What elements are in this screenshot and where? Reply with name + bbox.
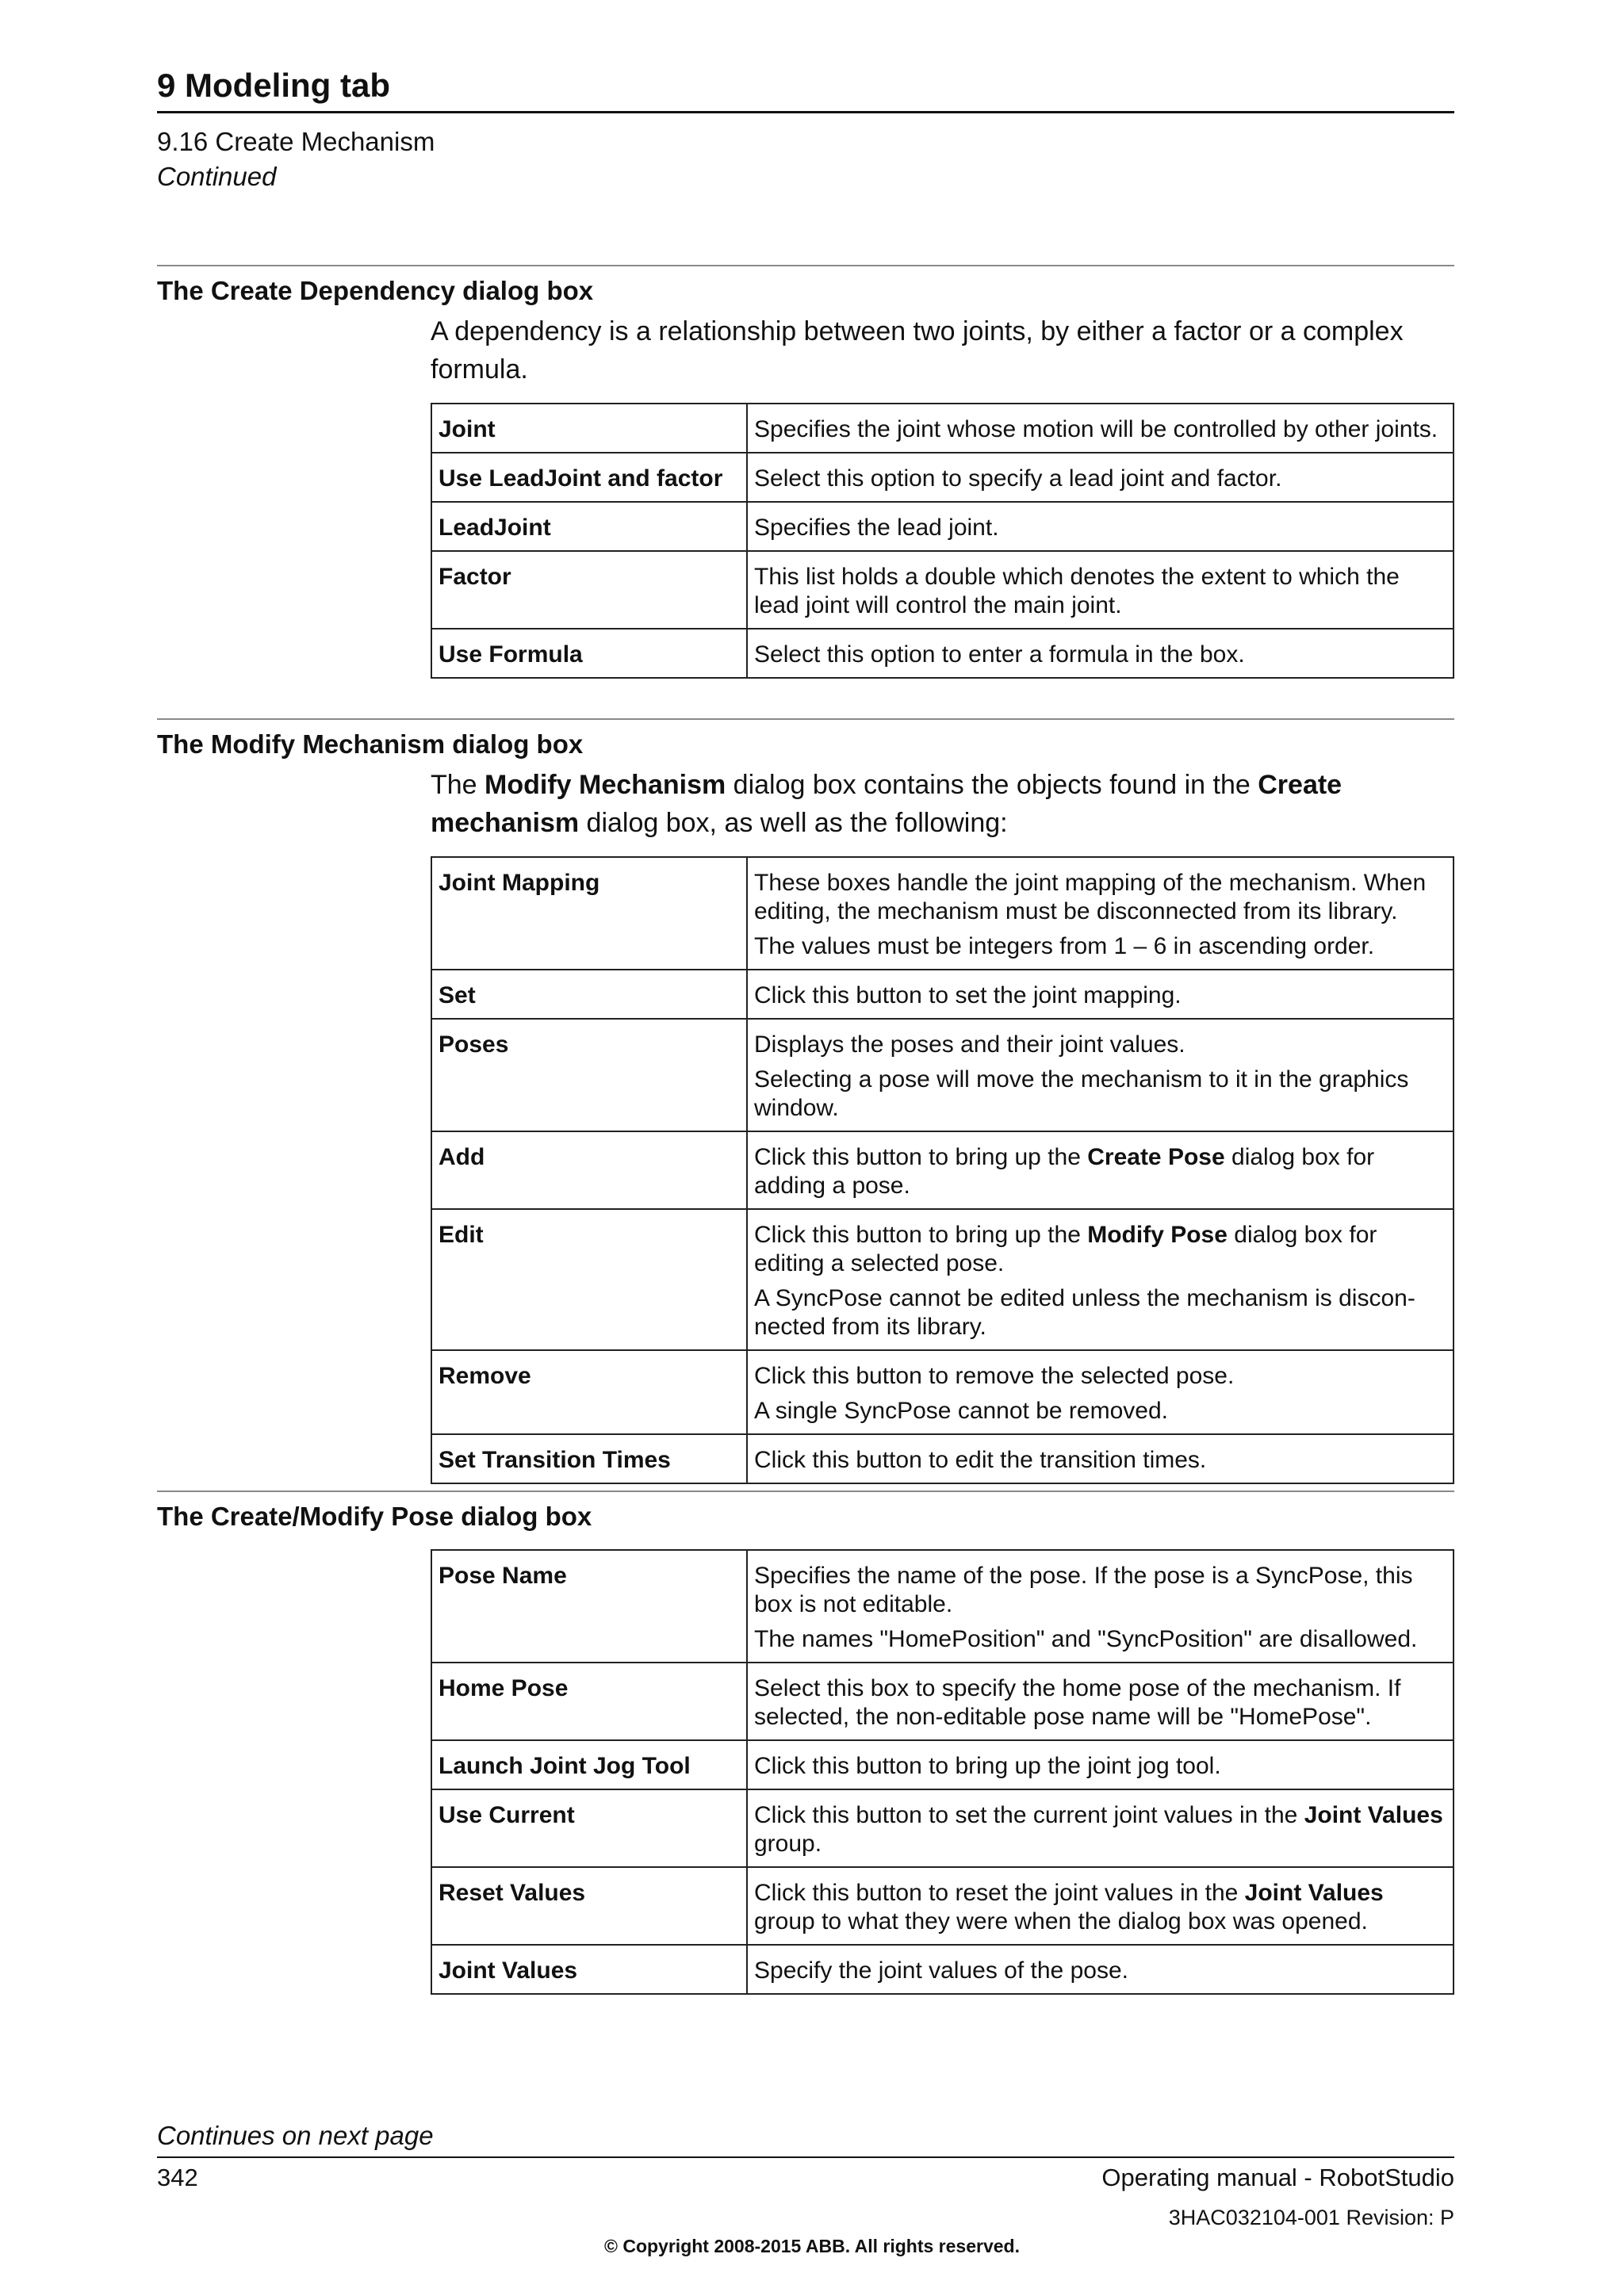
table-row — [431, 1740, 1454, 1789]
description-paragraph — [754, 1562, 1446, 1619]
description-paragraph — [754, 1284, 1446, 1341]
table-row — [431, 1663, 1454, 1740]
description-paragraph — [754, 415, 1446, 444]
text-run: These boxes handle the joint mapping of the mechanism. When editing, the mechanism must be disconnected from its library. — [754, 870, 1427, 924]
text-run: The names "HomePosition" and "SyncPosition" are disallowed. — [754, 1626, 1418, 1652]
term-cell: Remove — [431, 1350, 747, 1434]
term-cell: LeadJoint — [431, 502, 747, 551]
description-paragraph — [754, 1957, 1446, 1985]
description-paragraph — [754, 1221, 1446, 1278]
term-cell: Add — [431, 1131, 747, 1209]
description-cell — [747, 1740, 1454, 1789]
term-cell: Launch Joint Jog Tool — [431, 1740, 747, 1789]
description-paragraph — [754, 1625, 1446, 1654]
text-run: group to what they were when the dialog box was opened. — [754, 1908, 1368, 1934]
bold-term: Create Pose — [1087, 1144, 1225, 1170]
term-cell: Home Pose — [431, 1663, 747, 1740]
section-heading: The Modify Mechanism dialog box — [157, 729, 584, 759]
bold-term: Joint Values — [1244, 1880, 1384, 1906]
create-modify-pose-table — [431, 1549, 1454, 1995]
description-cell — [747, 629, 1454, 678]
section-rule — [157, 718, 1454, 720]
description-paragraph — [754, 1446, 1446, 1475]
chapter-title: 9 Modeling tab — [157, 67, 390, 104]
page-header — [157, 65, 1454, 194]
table-row — [431, 1789, 1454, 1867]
document-number: 3HAC032104-001 Revision: P — [1168, 2206, 1454, 2229]
description-paragraph — [754, 1801, 1446, 1858]
text-run: Select this box to specify the home pose of the mechanism. If selected, the non-editable pose name will be "HomePose". — [754, 1675, 1401, 1730]
description-paragraph — [754, 1362, 1446, 1391]
description-paragraph — [754, 514, 1446, 542]
copyright-notice: © Copyright 2008-2015 ABB. All rights reserved. — [604, 2236, 1020, 2256]
term-cell: Pose Name — [431, 1550, 747, 1663]
description-cell — [747, 1019, 1454, 1131]
text-run: A SyncPose cannot be edited unless the mechanism is discon-nected from its library. — [754, 1285, 1415, 1340]
description-paragraph — [754, 1752, 1446, 1781]
table-row — [431, 1350, 1454, 1434]
text-run: A single SyncPose cannot be removed. — [754, 1398, 1168, 1424]
description-cell — [747, 857, 1454, 970]
page-number: 342 — [157, 2164, 198, 2191]
modify-mechanism-table — [431, 856, 1454, 1484]
term-cell: Use Formula — [431, 629, 747, 678]
description-paragraph — [754, 1143, 1446, 1200]
bold-term: Modify Pose — [1087, 1222, 1228, 1248]
table-row — [431, 1945, 1454, 1994]
table-row — [431, 551, 1454, 629]
description-paragraph — [754, 1879, 1446, 1936]
term-cell: Set Transition Times — [431, 1434, 747, 1483]
description-paragraph — [754, 1031, 1446, 1059]
text-run: This list holds a double which denotes the extent to which the lead joint will control the main joint. — [754, 564, 1400, 618]
text-run: Specify the joint values of the pose. — [754, 1957, 1128, 1984]
section-rule — [157, 1490, 1454, 1492]
modify-mechanism-section — [157, 718, 1454, 1484]
term-cell: Set — [431, 970, 747, 1019]
description-paragraph — [754, 1397, 1446, 1425]
description-cell — [747, 1434, 1454, 1483]
table-row — [431, 404, 1454, 453]
description-cell — [747, 1663, 1454, 1740]
table-row — [431, 1131, 1454, 1209]
term-cell: Factor — [431, 551, 747, 629]
bold-term: Create mechanism — [431, 770, 1342, 838]
description-cell — [747, 1350, 1454, 1434]
table-row — [431, 857, 1454, 970]
text-run: Click this button to bring up the — [754, 1144, 1088, 1170]
section-reference: 9.16 Create Mechanism — [157, 127, 435, 156]
term-cell: Joint Values — [431, 1945, 747, 1994]
text-run: Click this button to reset the joint values in the — [754, 1880, 1245, 1906]
create-modify-pose-section — [157, 1490, 1454, 1995]
text-run: Click this button to remove the selected pose. — [754, 1363, 1235, 1389]
description-cell — [747, 1550, 1454, 1663]
description-paragraph — [754, 1066, 1446, 1123]
description-paragraph — [754, 869, 1446, 926]
text-run: Click this button to bring up the — [754, 1222, 1088, 1248]
text-run: Click this button to bring up the joint jog tool. — [754, 1753, 1221, 1779]
description-cell — [747, 453, 1454, 502]
text-run: The — [431, 770, 485, 800]
description-paragraph — [754, 932, 1446, 961]
table-row — [431, 1209, 1454, 1350]
text-run: Select this option to specify a lead joint and factor. — [754, 465, 1282, 492]
text-run: The values must be integers from 1 – 6 in ascending order. — [754, 933, 1375, 959]
table-row — [431, 1867, 1454, 1945]
section-heading: The Create Dependency dialog box — [157, 276, 594, 305]
table-row — [431, 1434, 1454, 1483]
text-run: dialog box for editing a selected pose. — [754, 1222, 1377, 1276]
bold-term: Joint Values — [1304, 1802, 1443, 1828]
term-cell: Use Current — [431, 1789, 747, 1867]
text-run: Select this option to enter a formula in the box. — [754, 641, 1245, 668]
section-rule — [157, 265, 1454, 266]
description-cell — [747, 551, 1454, 629]
description-cell — [747, 1945, 1454, 1994]
description-cell — [747, 1131, 1454, 1209]
term-cell: Poses — [431, 1019, 747, 1131]
footer-rule — [157, 2156, 1454, 2158]
description-cell — [747, 1867, 1454, 1945]
continued-label: Continued — [157, 162, 277, 191]
footer-row — [157, 2161, 1454, 2195]
bold-term: Modify Mechanism — [485, 770, 726, 800]
term-cell: Joint — [431, 404, 747, 453]
description-paragraph — [754, 1674, 1446, 1732]
term-cell: Edit — [431, 1209, 747, 1350]
continues-on-next-page: Continues on next page — [157, 2121, 434, 2150]
description-cell — [747, 1789, 1454, 1867]
term-cell: Reset Values — [431, 1867, 747, 1945]
description-paragraph — [754, 641, 1446, 669]
description-cell — [747, 404, 1454, 453]
table-row — [431, 970, 1454, 1019]
create-dependency-section — [157, 265, 1454, 679]
description-cell — [747, 1209, 1454, 1350]
text-run: dialog box contains the objects found in the — [726, 770, 1258, 800]
description-paragraph — [754, 563, 1446, 620]
description-cell — [747, 502, 1454, 551]
text-run: Specifies the lead joint. — [754, 515, 999, 541]
text-run: Selecting a pose will move the mechanism to it in the graphics window. — [754, 1066, 1409, 1121]
table-row — [431, 1019, 1454, 1131]
text-run: Click this button to set the current joint values in the — [754, 1802, 1304, 1828]
text-run: group. — [754, 1831, 822, 1857]
table-row — [431, 1550, 1454, 1663]
section-intro: A dependency is a relationship between two joints, by either a factor or a complex formula. — [431, 316, 1404, 385]
description-paragraph — [754, 982, 1446, 1010]
text-run: Specifies the joint whose motion will be controlled by other joints. — [754, 416, 1438, 442]
section-intro — [431, 766, 1454, 842]
table-row — [431, 502, 1454, 551]
text-run: Displays the poses and their joint values. — [754, 1031, 1185, 1058]
text-run: Click this button to edit the transition times. — [754, 1447, 1207, 1473]
description-cell — [747, 970, 1454, 1019]
page-footer — [157, 2118, 1454, 2233]
section-heading: The Create/Modify Pose dialog box — [157, 1502, 592, 1531]
text-run: dialog box for adding a pose. — [754, 1144, 1375, 1199]
table-row — [431, 629, 1454, 678]
term-cell: Use LeadJoint and factor — [431, 453, 747, 502]
text-run: Click this button to set the joint mapping. — [754, 982, 1182, 1008]
term-cell: Joint Mapping — [431, 857, 747, 970]
create-dependency-table — [431, 403, 1454, 679]
description-paragraph — [754, 465, 1446, 493]
header-rule — [157, 111, 1454, 113]
text-run: Specifies the name of the pose. If the pose is a SyncPose, this box is not editable. — [754, 1563, 1413, 1617]
manual-title: Operating manual - RobotStudio — [1101, 2164, 1454, 2191]
text-run: dialog box, as well as the following: — [579, 808, 1008, 838]
table-row — [431, 453, 1454, 502]
